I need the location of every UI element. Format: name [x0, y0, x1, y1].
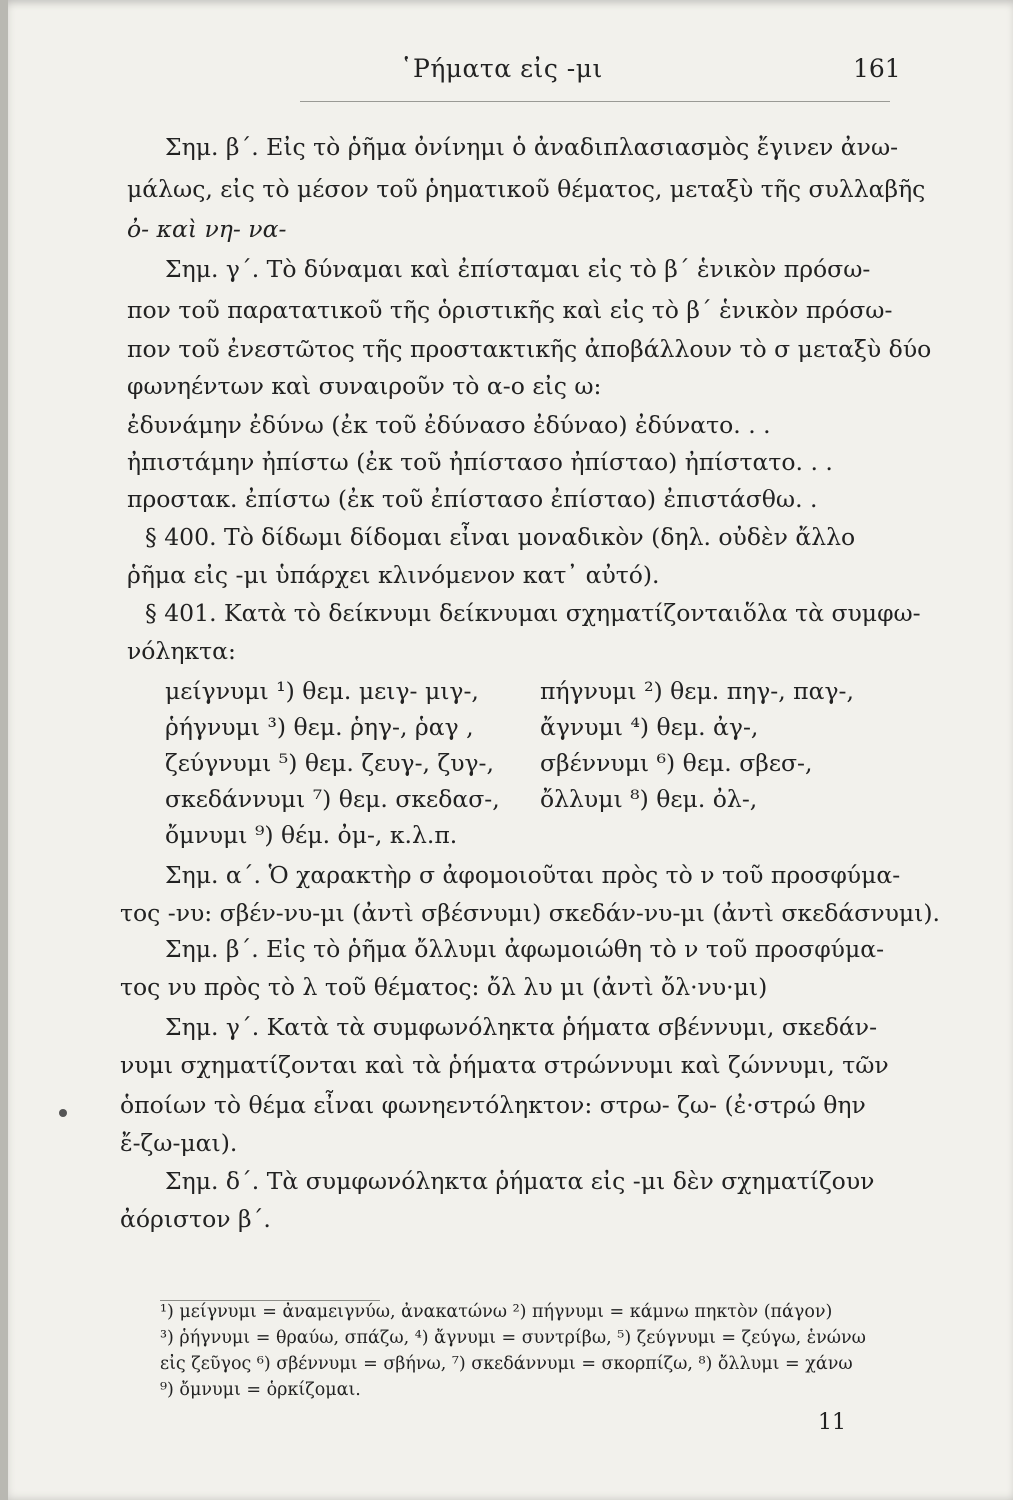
text-line: ἐδυνάμην ἐδύνω (ἐκ τοῦ ἐδύνασο ἐδύναο) ἐδύνατο. . . — [127, 411, 771, 439]
text-line: μάλως, εἰς τὸ μέσον τοῦ ῥηματικοῦ θέματος, μεταξὺ τῆς συλλαβῆς — [127, 175, 926, 203]
footnote-line: ³) ῥήγνυμι = θραύω, σπάζω, ⁴) ἄγνυμι = συντρίβω, ⁵) ζεύγνυμι = ζεύγω, ἑνώνω — [160, 1328, 866, 1348]
text-line: τος νυ πρὸς τὸ λ τοῦ θέματος: ὄλ λυ μι (ἀντὶ ὄλ·νυ·μι) — [120, 973, 768, 1001]
running-head: ῾Ρήματα εἰς -μι — [400, 54, 603, 83]
text-line: νόληκτα: — [127, 637, 236, 665]
signature-mark: 11 — [818, 1410, 846, 1435]
text-line: Σημ. β΄. Εἰς τὸ ῥῆμα ὄλλυμι ἀφωμοιώθη τὸ ν τοῦ προσφύμα- — [165, 935, 885, 963]
text-line: τος -νυ: σβέν-νυ-μι (ἀντὶ σβέσνυμι) σκεδάν-νυ-μι (ἀντὶ σκεδάσνυμι). — [120, 899, 941, 927]
text-line: πον τοῦ ἐνεστῶτος τῆς προστακτικῆς ἀποβάλλουν τὸ σ μεταξὺ δύο — [127, 335, 932, 363]
text-line: ἠπιστάμην ἠπίστω (ἐκ τοῦ ἠπίστασο ἠπίσταο) ἠπίστατο. . . — [127, 448, 833, 476]
text-line: ῥῆμα εἰς -μι ὑπάρχει κλινόμενον κατ᾽ αὐτό). — [127, 561, 660, 589]
footnote-line: ¹) μείγνυμι = ἀναμειγνύω, ἀνακατώνω ²) πήγνυμι = κάμνω πηκτὸν (πάγον) — [160, 1302, 833, 1322]
text-line: Σημ. α΄. Ὁ χαρακτὴρ σ ἀφομοιοῦται πρὸς τὸ ν τοῦ προσφύμα- — [165, 861, 901, 889]
header-rule — [300, 101, 890, 102]
verb-table-cell: μείγνυμι ¹) θεμ. μειγ- μιγ-, — [165, 677, 479, 705]
text-line: § 400. Τὸ δίδωμι δίδομαι εἶναι μοναδικὸν (δηλ. οὐδὲν ἄλλο — [145, 523, 856, 551]
footnote-line: εἰς ζεῦγος ⁶) σβέννυμι = σβήνω, ⁷) σκεδάννυμι = σκορπίζω, ⁸) ὄλλυμι = χάνω — [160, 1354, 853, 1374]
verb-table-cell: σκεδάννυμι ⁷) θεμ. σκεδασ-, — [165, 785, 500, 813]
verb-table-cell: σβέννυμι ⁶) θεμ. σβεσ-, — [540, 749, 813, 777]
text-line: ὁποίων τὸ θέμα εἶναι φωνηεντόληκτον: στρω- ζω- (ἐ·στρώ θην — [120, 1091, 866, 1119]
text-line: προστακ. ἐπίστω (ἐκ τοῦ ἐπίστασο ἐπίσταο) ἐπιστάσθω. . — [127, 485, 818, 513]
footnote-line: ⁹) ὄμνυμι = ὁρκίζομαι. — [160, 1380, 361, 1400]
text-line: Σημ. γ΄. Κατὰ τὰ συμφωνόληκτα ῥήματα σβέννυμι, σκεδάν- — [165, 1013, 878, 1041]
text-line: Σημ. δ΄. Τὰ συμφωνόληκτα ῥήματα εἰς -μι δὲν σχηματίζουν — [165, 1167, 875, 1195]
verb-table-cell: πήγνυμι ²) θεμ. πηγ-, παγ-, — [540, 677, 854, 705]
text-line: ὀ- καὶ νη- να- — [127, 215, 287, 243]
text-line: Σημ. β΄. Εἰς τὸ ῥῆμα ὀνίνημι ὁ ἀναδιπλασιασμὸς ἔγινεν ἀνω- — [165, 133, 899, 161]
text-line: νυμι σχηματίζονται καὶ τὰ ῥήματα στρώννυμι καὶ ζώννυμι, τῶν — [120, 1051, 889, 1079]
text-line: § 401. Κατὰ τὸ δείκνυμι δείκνυμαι σχηματίζονταιὅλα τὰ συμφω- — [145, 599, 921, 627]
verb-table-cell: ζεύγνυμι ⁵) θεμ. ζευγ-, ζυγ-, — [165, 749, 494, 777]
text-line: πον τοῦ παρατατικοῦ τῆς ὁριστικῆς καὶ εἰς τὸ β΄ ἑνικὸν πρόσω- — [127, 296, 893, 324]
text-line: Σημ. γ΄. Τὸ δύναμαι καὶ ἐπίσταμαι εἰς τὸ β΄ ἑνικὸν πρόσω- — [165, 255, 871, 283]
text-line: ἔ-ζω-μαι). — [120, 1129, 238, 1157]
text-line: φωνηέντων καὶ συναιροῦν τὸ α-ο εἰς ω: — [127, 372, 602, 400]
verb-table-cell: ἄγνυμι ⁴) θεμ. ἀγ-, — [540, 713, 759, 741]
page-left-edge — [0, 0, 8, 1500]
ink-speck — [59, 1109, 67, 1117]
text-line: ἀόριστον β΄. — [120, 1205, 271, 1233]
page-number: 161 — [853, 54, 901, 83]
verb-table-cell: ὄλλυμι ⁸) θεμ. ὀλ-, — [540, 785, 758, 813]
verb-table-cell: ῥήγνυμι ³) θεμ. ῥηγ-, ῥαγ , — [165, 713, 474, 741]
verb-table-cell: ὄμνυμι ⁹) θέμ. ὀμ-, κ.λ.π. — [165, 821, 458, 849]
